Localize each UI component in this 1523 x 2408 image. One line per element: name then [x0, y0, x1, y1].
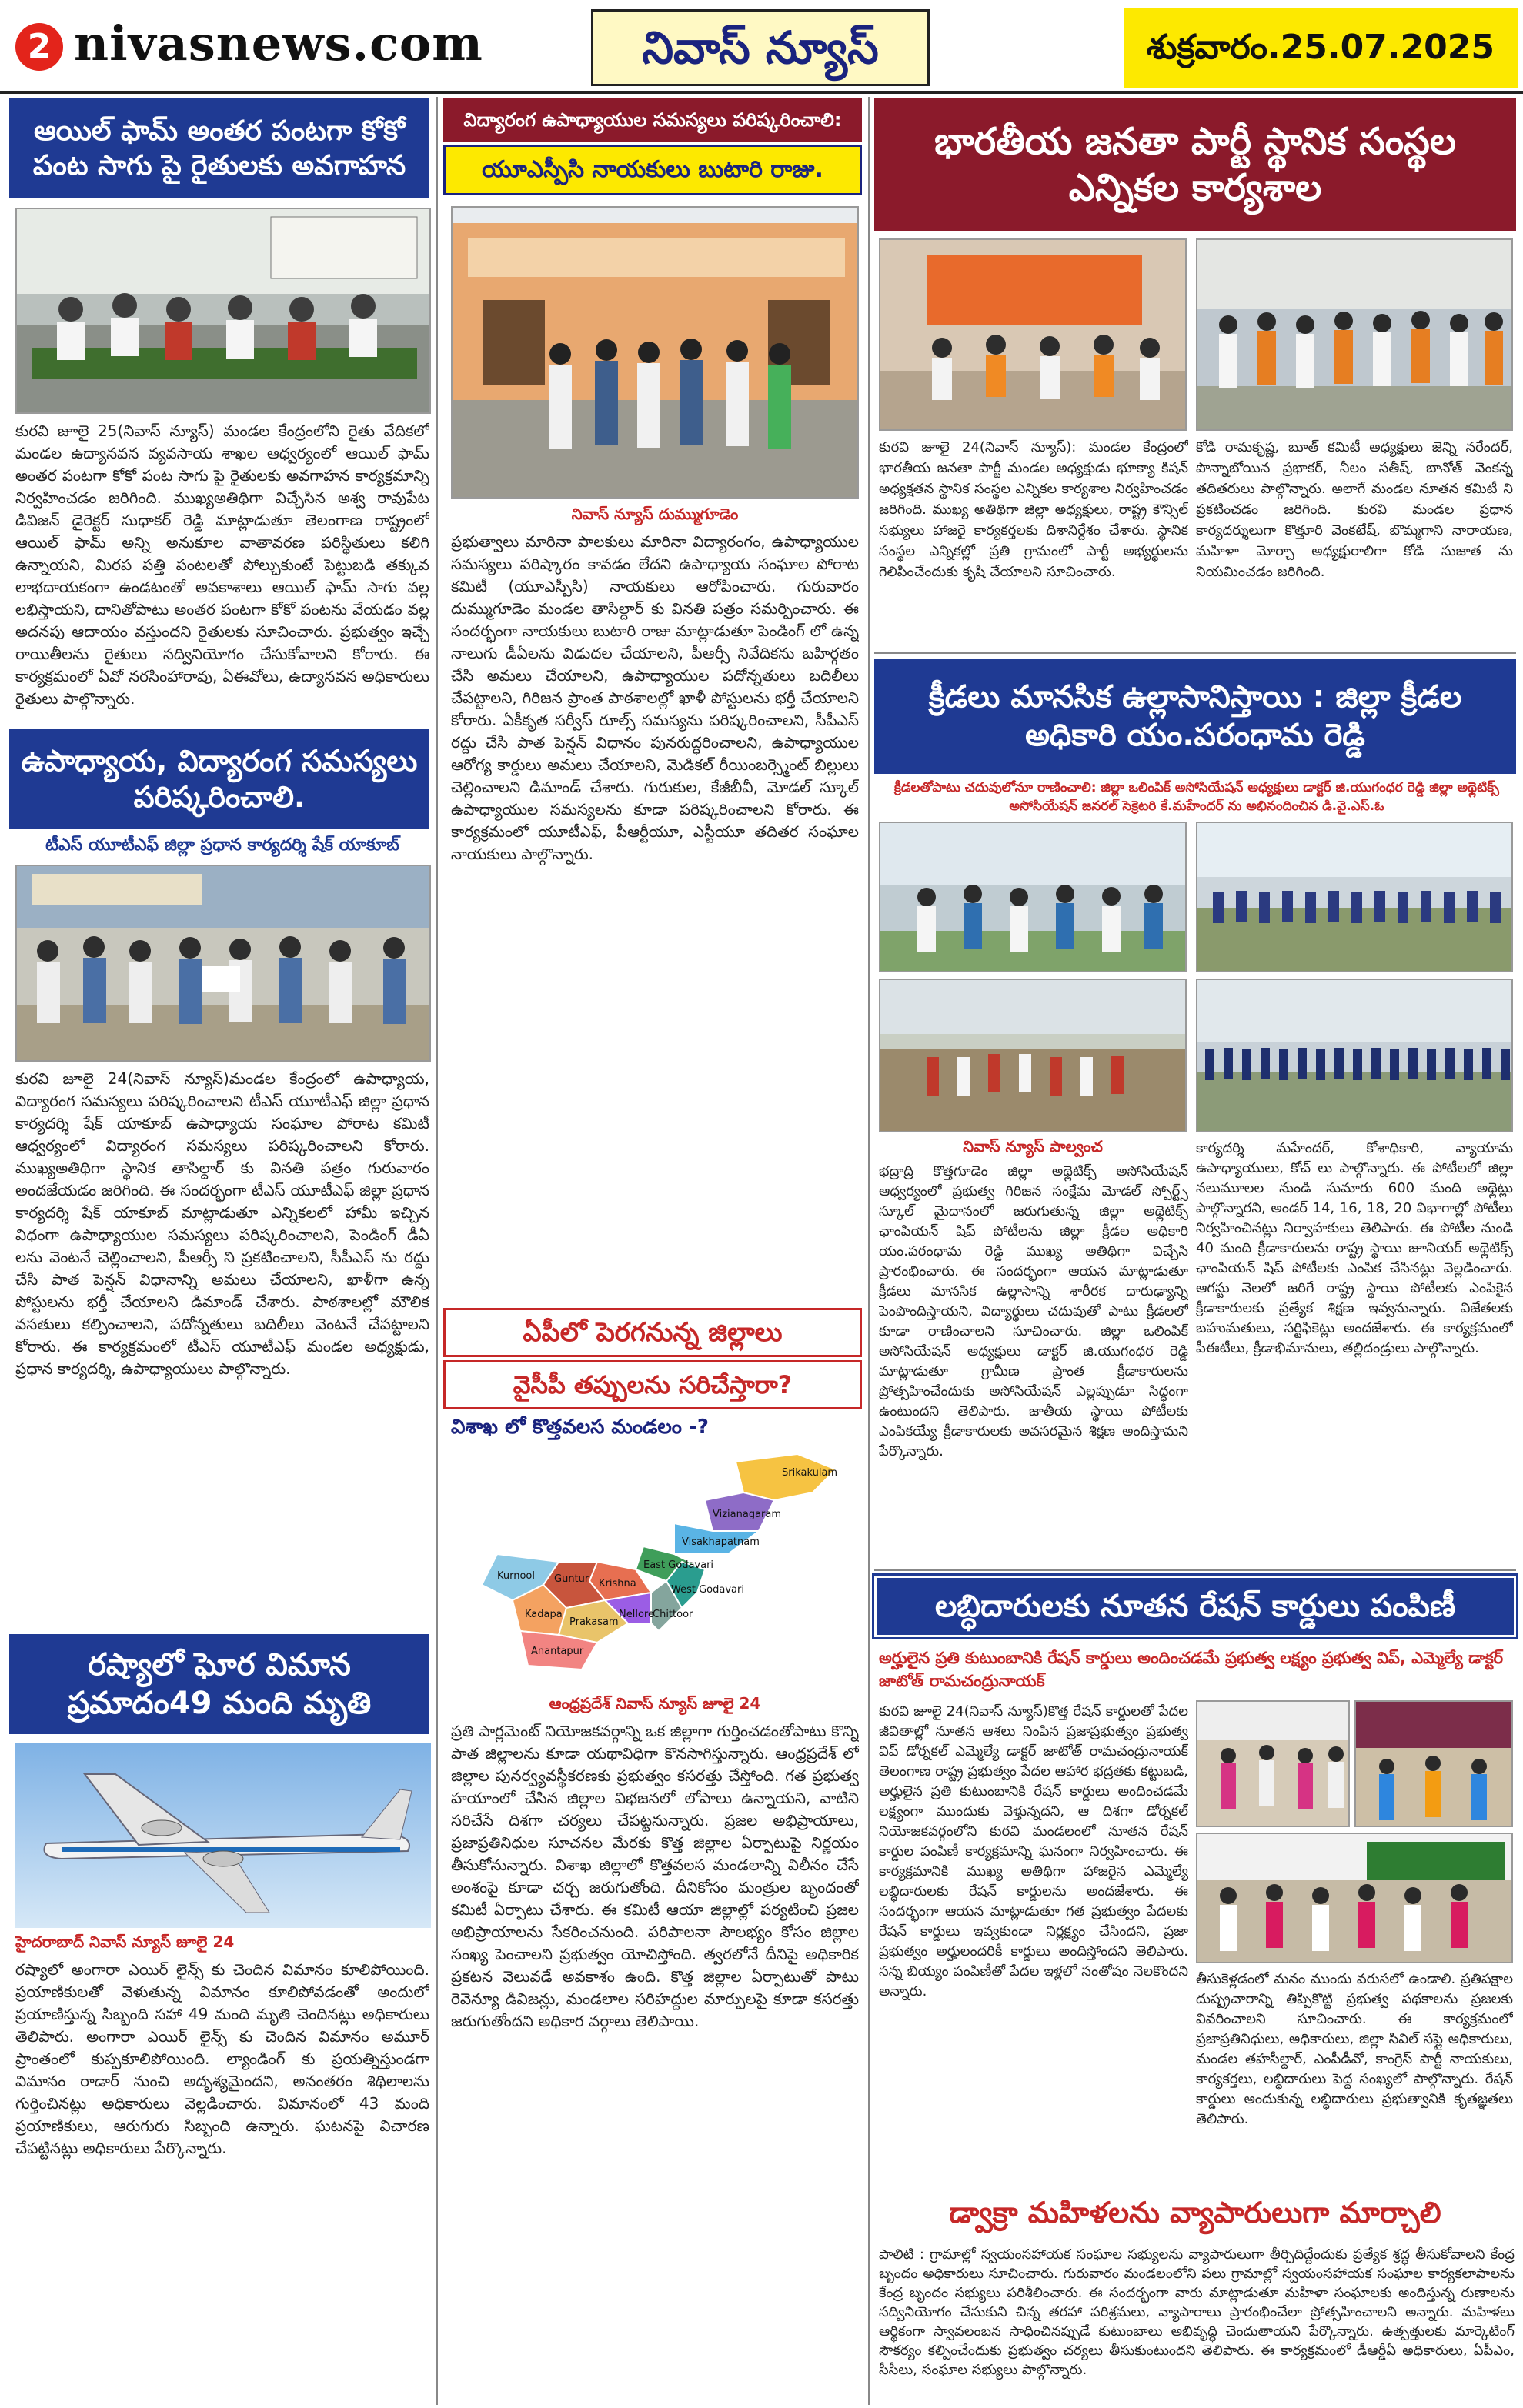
headline-russia-crash: రష్యాలో ఘోర విమాన ప్రమాదం49 మంది మృతి — [9, 1634, 429, 1734]
site-name[interactable]: nivasnews.com — [74, 15, 483, 72]
photo-memorandum — [15, 865, 431, 1062]
headline-ap-districts-line2: వైసీపీ తప్పులను సరిచేస్తారా? — [443, 1360, 862, 1409]
article-body-oil-palm: కురవి జూలై 25(నివాస్ న్యూస్) మండల కేంద్రంలోని రైతు వేదికలో మండల ఉద్యానవన వ్యవసాయ శాఖల ఆధ్వర్యంలో ఆయిల్ ఫామ్ అంతర పంటగా కోకో పంట సాగు పై రైతులకు అవగాహన కార్యక్రమాన్ని నిర్వహించడం జరిగింది. ముఖ్యఅతిథిగా విచ్చేసిన అశ్వ రావుపేట డివిజన్ డైరెక్టర్ సుధాకర్ రెడ్డి మాట్లాడుతూ తెలంగాణ రాష్ట్రంలో ఆయిల్ ఫామ్ అన్ని అనుకూల వాతావరణ పరిస్థితులు కలిగి ఉన్నాయని, మిరప పత్తి పంటలతో పోల్చుకుంటే పెట్టుబడి తక్కువ లాభదాయకంగా ఉండటంతో అవకాశాలు ఆయిల్ ఫామ్ సాగు వల్ల లభిస్తాయని, దానితోపాటు అంతర పంటగా కోకో పంటను వేయడం వల్ల అదనపు ఆదాయం వస్తుందని రైతులకు సూచించారు. ప్రభుత్వం ఇచ్చే రాయితీలను రైతులు సద్వినియోగం చేసుకోవాలని కోరారు. ఈ కార్యక్రమంలో ఏవో నరసింహారావు, ఏఈవోలు, ఉద్యానవన అధికారులు రైతులు పాల్గొన్నారు. — [15, 422, 429, 708]
map-label: West Godavari — [671, 1584, 744, 1596]
section-divider — [874, 652, 1516, 654]
article-body-ap-districts: ప్రతి పార్లమెంట్ నియోజకవర్గాన్ని ఒక జిల్లాగా గుర్తించడంతోపాటు కొన్ని పాత జిల్లాలను కూడా యథావిధిగా కొనసాగిస్తున్నారు. ఆంధ్రప్రదేశ్ లో జిల్లాల పునర్వ్యవస్థీకరణకు ప్రభుత్వం కసరత్తు చేస్తోంది. గత ప్రభుత్వ హయాంలో చేసిన జిల్లాల విభజనలో లోపాలు ఉన్నాయని, వాటిని సరిచేసే దిశగా చర్యలు చేపట్టనున్నారు. ప్రజల అభిప్రాయాలు, ప్రజాప్రతినిధుల సూచనల మేరకు కొత్త జిల్లాల ఏర్పాటుపై నిర్ణయం తీసుకోనున్నారు. విశాఖ జిల్లాలో కొత్తవలస మండలాన్ని విలీనం చేసే అంశంపై కూడా చర్చ జరుగుతోంది. దీనికోసం మంత్రుల బృందంతో కమిటీ ఏర్పాటు చేశారు. ఈ కమిటీ ఆయా జిల్లాల్లో పర్యటించి ప్రజల అభిప్రాయాలను సేకరించనుంది. పరిపాలనా సౌలభ్యం కోసం జిల్లాల సంఖ్య పెంచాలని ప్రభుత్వం యోచిస్తోంది. త్వరలోనే దీనిపై అధికారిక ప్రకటన వెలువడే అవకాశం ఉంది. కొత్త జిల్లాల ఏర్పాటుతో పాటు రెవెన్యూ డివిజన్లు, మండలాల సరిహద్దుల మార్పులపై కూడా కసరత్తు జరుగుతోందని అధికార వర్గాలు తెలిపాయి. — [451, 1722, 859, 2030]
map-label: Kadapa — [525, 1609, 563, 1620]
issue-date: శుక్రవారం.25.07.2025 — [1124, 8, 1518, 88]
caption-usps: నివాస్ న్యూస్ దుమ్ముగూడెం — [571, 505, 739, 523]
article-body-russia-crash: రష్యాలో అంగారా ఎయిర్ లైన్స్ కు చెందిన విమానం కూలిపోయింది. ప్రయాణికులతో వెళుతున్న విమానం కూలిపోవడంతో అందులో ప్రయాణిస్తున్న సిబ్బంది సహా 49 మంది మృతి చెందినట్లు అధికారులు తెలిపారు. అంగారా ఎయిర్ లైన్స్ కు చెందిన విమానం అమూర్ ప్రాంతంలో కుప్పకూలిపోయింది. ల్యాండింగ్ కు ప్రయత్నిస్తుండగా విమానం రాడార్ నుంచి అదృశ్యమైందని, అనంతరం శిథిలాలను గుర్తించినట్లు అధికారులు వెల్లడించారు. విమానంలో 43 మంది ప్రయాణికులు, ఆరుగురు సిబ్బంది ఉన్నారు. ఘటనపై విచారణ చేపట్టినట్లు అధికారులు పేర్కొన్నారు. — [15, 1960, 429, 2157]
article-body-bjp-left: కురవి జూలై 24(నివాస్ న్యూస్): మండల కేంద్రంలో భారతీయ జనతా పార్టీ మండల అధ్యక్షుడు భూక్యా కిషన్ అధ్యక్షతన స్థానిక సంస్థల ఎన్నికల కార్యశాల నిర్వహించడం జరిగింది. ముఖ్య అతిథిగా జిల్లా అధ్యక్షులు, రాష్ట్ర కౌన్సిల్ సభ్యులు హాజరై కార్యకర్తలకు దిశానిర్దేశం చేశారు. స్థానిక సంస్థల ఎన్నికల్లో ప్రతి గ్రామంలో పార్టీ అభ్యర్థులను గెలిపించేందుకు కృషి చేయాలని సూచించారు. — [879, 439, 1188, 580]
headline-sports-officer: క్రీడలు మానసిక ఉల్లాసానిస్తాయి : జిల్లా క్రీడల అధికారి యం.పరంధామ రెడ్డి — [874, 659, 1516, 774]
photo-ration-distribution — [1196, 1700, 1350, 1827]
caption-sports: నివాస్ న్యూస్ పాల్వంచ — [963, 1137, 1103, 1156]
map-label: Krishna — [599, 1578, 636, 1589]
photo-sports-guests — [879, 822, 1187, 972]
map-label: Vizianagaram — [713, 1509, 782, 1520]
headline-bjp-workshop: భారతీయ జనతా పార్టీ స్థానిక సంస్థల ఎన్నికల కార్యశాల — [874, 98, 1516, 231]
column-divider — [868, 97, 870, 2405]
photo-athletes-lineup — [1196, 979, 1513, 1132]
photo-athletes-field — [1196, 822, 1513, 972]
headline-usps-line1: విద్యారంగ ఉపాధ్యాయుల సమస్యలు పరిష్కరించాలి: — [443, 98, 862, 142]
subhead-ration-cards: అర్హులైన ప్రతి కుటుంబానికి రేషన్ కార్డులు అందించడమే ప్రభుత్వ లక్ష్యం ప్రభుత్వ విప్, ఎమ్మెల్యే డాక్టర్ జాటోత్ రామచంద్రునాయక్ — [879, 1649, 1504, 1690]
map-label: Guntur — [554, 1573, 589, 1585]
article-body-sports-right: కార్యదర్శి మహేందర్, కోశాధికారి, వ్యాయామ ఉపాధ్యాయులు, కోచ్ లు పాల్గొన్నారు. ఈ పోటీలలో జిల్లా నలుమూలల నుండి సుమారు 600 మంది అథ్లెట్లు పాల్గొన్నారని, అండర్ 14, 16, 18, 20 విభాగాల్లో పోటీలు నిర్వహించినట్లు నిర్వాహకులు తెలిపారు. ఈ పోటీల నుండి 40 మంది క్రీడాకారులను రాష్ట్ర స్థాయి జూనియర్ అథ్లెటిక్స్ ఛాంపియన్ షిప్ పోటీలకు ఎంపిక చేసినట్లు వెల్లడించారు. ఆగస్టు నెలలో జరిగే రాష్ట్ర స్థాయి పోటీలకు ఎంపికైన క్రీడాకారులకు ప్రత్యేక శిక్షణ ఇవ్వనున్నారు. విజేతలకు బహుమతులు, సర్టిఫికెట్లు అందజేశారు. ఈ కార్యక్రమంలో పీఈటీలు, క్రీడాభిమానులు, తల్లిదండ్రులు పాల్గొన్నారు. — [1196, 1140, 1513, 1356]
map-label: East Godavari — [643, 1559, 714, 1571]
subhead-olympic-association: క్రీడలతోపాటు చదువులోనూ రాణించాలి: జిల్లా ఒలింపిక్ అసోసియేషన్ అధ్యక్షులు డాక్టర్ జి.యుగంధర రెడ్డి జిల్లా అథ్లెటిక్స్ అసోసియేషన్ జనరల్ సెక్రెటరి కే.మహేందర్ ను అభినందించిన డి.వై.ఎస్.ఓ — [894, 780, 1499, 814]
photo-kabaddi — [879, 979, 1187, 1132]
caption-ap-districts: ఆంధ్రప్రదేశ్ నివాస్ న్యూస్ జూలై 24 — [549, 1694, 761, 1713]
column-divider — [436, 97, 438, 2405]
article-body-usps: ప్రభుత్వాలు మారినా పాలకులు మారినా విద్యారంగం, ఉపాధ్యాయుల సమస్యలు పరిష్కారం కావడం లేదని ఉపాధ్యాయ సంఘాల పోరాట కమిటీ (యూఎస్పీసి) నాయకులు ఆరోపించారు. గురువారం దుమ్ముగూడెం మండల తాసిల్దార్ కు వినతి పత్రం సమర్పించారు. ఈ సందర్భంగా నాయకులు బుటారి రాజు మాట్లాడుతూ పెండింగ్ లో ఉన్న నాలుగు డీఏలను విడుదల చేయాలని, పీఆర్సీ నివేదికను బహిర్గతం చేసి అమలు చేయాలని, ఉపాధ్యాయుల పదోన్నతులు బదిలీలు చేపట్టాలని, గిరిజన ప్రాంత పాఠశాలల్లో ఖాళీ పోస్టులను భర్తీ చేయాలని కోరారు. ఏకీకృత సర్వీస్ రూల్స్ సమస్యను పరిష్కరించాలని, సీపీఎస్ రద్దు చేసి పాత పెన్షన్ విధానం పునరుద్ధరించాలని, ఉపాధ్యాయుల ఆరోగ్య కార్డులు అమలు చేయాలని, మెడికల్ రీయింబర్స్మెంట్ బిల్లులు చెల్లించాలని డిమాండ్ చేశారు. గురుకుల, కేజీబీవీ, మోడల్ స్కూల్ ఉపాధ్యాయుల సమస్యలను కూడా పరిష్కరించాలని కోరారు. ఈ కార్యక్రమంలో యూటీఎఫ్, పీఆర్టీయూ, ఎస్టీయూ తదితర సంఘాల నాయకులు పాల్గొన్నారు. — [451, 532, 859, 863]
headline-ap-districts-line1: ఏపీలో పెరగనున్న జిల్లాలు — [443, 1308, 862, 1357]
map-label: Kurnool — [497, 1570, 535, 1582]
map-label: Visakhapatnam — [682, 1536, 760, 1548]
subhead-kothavalasa: విశాఖ లో కొత్తవలస మండలం -? — [451, 1416, 709, 1439]
masthead: నివాస్ న్యూస్ — [591, 9, 930, 86]
map-label: Prakasam — [569, 1616, 619, 1628]
headline-ration-cards: లబ్ధిదారులకు నూతన రేషన్ కార్డులు పంపిణీ — [874, 1576, 1516, 1637]
subhead-utf-leader: టీఎస్ యూటీఎఫ్ జిల్లా ప్రధాన కార్యదర్శి షేక్ యాకూబ్ — [45, 835, 399, 855]
headline-dwcra-women: డ్వాక్రా మహిళలను వ్యాపారులుగా మార్చాలి — [874, 2186, 1516, 2240]
article-body-ration-right: తీసుకెళ్లడంలో మనం ముందు వరుసలో ఉండాలి. ప్రతిపక్షాల దుష్ప్రచారాన్ని తిప్పికొట్టి ప్రభుత్వ పథకాలను ప్రజలకు వివరించాలని సూచించారు. ఈ కార్యక్రమంలో ప్రజాప్రతినిధులు, అధికారులు, జిల్లా సివిల్ సప్లై అధికారులు, మండల తహసీల్దార్, ఎంపీడీవో, కాంగ్రెస్ పార్టీ నాయకులు, కార్యకర్తలు, లబ్ధిదారులు పెద్ద సంఖ్యలో పాల్గొన్నారు. రేషన్ కార్డులు అందుకున్న లబ్ధిదారులు ప్రభుత్వానికి కృతజ్ఞతలు తెలిపారు. — [1196, 1971, 1513, 2127]
photo-bjp-members — [1196, 238, 1513, 431]
headline-oil-palm: ఆయిల్ ఫామ్ అంతర పంటగా కోకో పంట సాగు పై రైతులకు అవగాహన — [9, 98, 429, 198]
article-body-ration-left: కురవి జూలై 24(నివాస్ న్యూస్)కొత్త రేషన్ కార్డులతో పేదల జీవితాల్లో నూతన ఆశలు నింపిన ప్రజాప్రభుత్వం ప్రభుత్వ విప్ డోర్నకల్ ఎమ్మెల్యే డాక్టర్ జాటోత్ రామచంద్రునాయక్ తెలంగాణ రాష్ట్ర ప్రభుత్వం పేదల ఆహార భద్రతకు కట్టుబడి, అర్హులైన ప్రతి కుటుంబానికి రేషన్ కార్డులు అందించడమే లక్ష్యంగా ముందుకు వెళ్తున్నదని, ఆ దిశగా డోర్నకల్ నియోజకవర్గంలోని కురవి మండలంలో నూతన రేషన్ కార్డుల పంపిణీ కార్యక్రమాన్ని ఘనంగా నిర్వహించారు. ఈ కార్యక్రమానికి ముఖ్య అతిథిగా హాజరైన ఎమ్మెల్యే లబ్ధిదారులకు రేషన్ కార్డులను అందజేశారు. ఈ సందర్భంగా ఆయన మాట్లాడుతూ గత ప్రభుత్వం పేదలకు రేషన్ కార్డులు ఇవ్వకుండా నిర్లక్ష్యం చేసిందని, ప్రజా ప్రభుత్వం అర్హులందరికీ కార్డులు అందిస్తోందని తెలిపారు. సన్న బియ్యం పంపిణీతో పేదల ఇళ్లలో సంతోషం నెలకొందని అన్నారు. — [879, 1703, 1188, 1999]
headline-usps-line2: యూఎస్పీసి నాయకులు బుటారి రాజు. — [443, 145, 862, 195]
article-body-sports-left: భద్రాద్రి కొత్తగూడెం జిల్లా అథ్లెటిక్స్ అసోసియేషన్ ఆధ్వర్యంలో ప్రభుత్వ గిరిజన సంక్షేమ మోడల్ స్పోర్ట్స్ స్కూల్ మైదానంలో జరుగుతున్న జిల్లా అథ్లెటిక్స్ ఛాంపియన్ షిప్ పోటీలను జిల్లా క్రీడల అధికారి యం.పరంధామ రెడ్డి ముఖ్య అతిథిగా విచ్చేసి ప్రారంభించారు. ఈ సందర్భంగా ఆయన మాట్లాడుతూ క్రీడలు మానసిక ఉల్లాసాన్ని శారీరక దారుఢ్యాన్ని పెంపొందిస్తాయని, విద్యార్థులు చదువుతో పాటు క్రీడలలో కూడా రాణించాలని సూచించారు. జిల్లా ఒలింపిక్ అసోసియేషన్ అధ్యక్షులు డాక్టర్ జి.యుగంధర రెడ్డి మాట్లాడుతూ గ్రామీణ ప్రాంత క్రీడాకారులను ప్రోత్సహించేందుకు అసోసియేషన్ ఎల్లప్పుడూ సిద్ధంగా ఉంటుందని తెలిపారు. జాతీయ స్థాయి పోటీలకు ఎంపికయ్యే క్రీడాకారులకు అవసరమైన శిక్షణ అందిస్తామని పేర్కొన్నారు. — [879, 1163, 1188, 1459]
photo-aircraft — [15, 1743, 431, 1928]
article-body-teacher-issues: కురవి జూలై 24(నివాస్ న్యూస్)మండల కేంద్రంలో ఉపాధ్యాయ, విద్యారంగ సమస్యలు పరిష్కరించాలని టీఎస్ యూటీఎఫ్ జిల్లా ప్రధాన కార్యదర్శి షేక్ యాకూబ్ ఉపాధ్యాయ సంఘాల పోరాట కమిటీ ఆధ్వర్యంలో విద్యారంగ సమస్యలు పరిష్కరించాలని కోరారు. ముఖ్యఅతిథిగా స్థానిక తాసిల్దార్ కు వినతి పత్రం గురువారం అందజేయడం జరిగింది. ఈ సందర్భంగా టీఎస్ యూటీఎఫ్ జిల్లా ప్రధాన కార్యదర్శి షేక్ యాకూబ్ మాట్లాడుతూ ఎన్నికలలో హామీ ఇచ్చిన విధంగా ఉపాధ్యాయుల సమస్యలు పరిష్కరించాలని, పెండింగ్ డీఏ లను వెంటనే చెల్లించాలని, పీఆర్సీ ని ప్రకటించాలని, సీపీఎస్ ను రద్దు చేసి పాత పెన్షన్ విధానాన్ని అమలు చేయాలని, ఖాళీగా ఉన్న పోస్టులను భర్తీ చేయాలని డిమాండ్ చేశారు. పాఠశాలల్లో మౌలిక వసతులు కల్పించాలని, పదోన్నతులు బదిలీలు వెంటనే చేపట్టాలని కోరారు. ఈ కార్యక్రమంలో టీఎస్ యూటీఎఫ్ మండల అధ్యక్షుడు, ప్రధాన కార్యదర్శి, ఉపాధ్యాయులు పాల్గొన్నారు. — [15, 1069, 429, 1378]
photo-ration-beneficiaries — [1354, 1700, 1513, 1827]
photo-bjp-stage — [879, 238, 1187, 431]
ap-district-map — [451, 1446, 859, 1677]
caption-russia-crash: హైదరాబాద్ నివాస్ న్యూస్ జూలై 24 — [15, 1933, 235, 1951]
page-number: 2 — [15, 23, 63, 71]
article-body-bjp-right: కోడి రామకృష్ణ, బూత్ కమిటీ అధ్యక్షులు జెన్ని నరేందర్, పొన్నాబోయిన ప్రభాకర్, నీలం సతీష్, బానోత్ వెంకన్న తదితరులు పాల్గొన్నారు. అలాగే మండల నూతన కమిటీ ని ప్రకటించడం జరిగింది. కురవి మండల ప్రధాన కార్యదర్శులుగా కొత్తూరి వెంకటేష్, బొమ్మగాని నారాయణ, మహిళా మోర్చా అధ్యక్షురాలిగా కోడి సుజాత ను నియమించడం జరిగింది. — [1196, 439, 1513, 580]
map-label: Srikakulam — [782, 1467, 838, 1479]
map-label: Nellore — [619, 1609, 654, 1620]
headline-teacher-issues: ఉపాధ్యాయ, విద్యారంగ సమస్యలు పరిష్కరించాలి. — [9, 729, 429, 829]
photo-farmers-meeting — [15, 208, 431, 414]
article-body-dwcra: పాలిటి : గ్రామాల్లో స్వయంసహాయక సంఘాల సభ్యులను వ్యాపారులుగా తీర్చిదిద్దేందుకు ప్రత్యేక శ్రద్ధ తీసుకోవాలని కేంద్ర బృందం అధికారులు సూచించారు. గురువారం మండలంలోని పలు గ్రామాల్లో స్వయంసహాయక సంఘాల కార్యకలాపాలను కేంద్ర బృందం సభ్యులు పరిశీలించారు. ఈ సందర్భంగా వారు మాట్లాడుతూ మహిళా సంఘాలకు అందిస్తున్న రుణాలను సద్వినియోగం చేసుకుని చిన్న తరహా పరిశ్రమలు, వ్యాపారాలు ప్రారంభించేలా ప్రోత్సహించాలని అన్నారు. మహిళలు ఆర్థికంగా స్వావలంబన సాధించినప్పుడే కుటుంబాలు అభివృద్ధి చెందుతాయని పేర్కొన్నారు. ఉత్పత్తులకు మార్కెటింగ్ సౌకర్యం కల్పించేందుకు ప్రభుత్వం చర్యలు తీసుకుంటుందని తెలిపారు. ఈ కార్యక్రమంలో డీఆర్డీఏ అధికారులు, ఏపీఎం, సీసీలు, సంఘాల సభ్యులు పాల్గొన్నారు. — [879, 2246, 1515, 2378]
map-label: Anantapur — [531, 1646, 584, 1657]
photo-ration-stage — [1196, 1833, 1513, 1963]
photo-usps-office — [451, 206, 859, 499]
map-label: Chittoor — [653, 1609, 693, 1620]
section-divider — [874, 1569, 1516, 1571]
